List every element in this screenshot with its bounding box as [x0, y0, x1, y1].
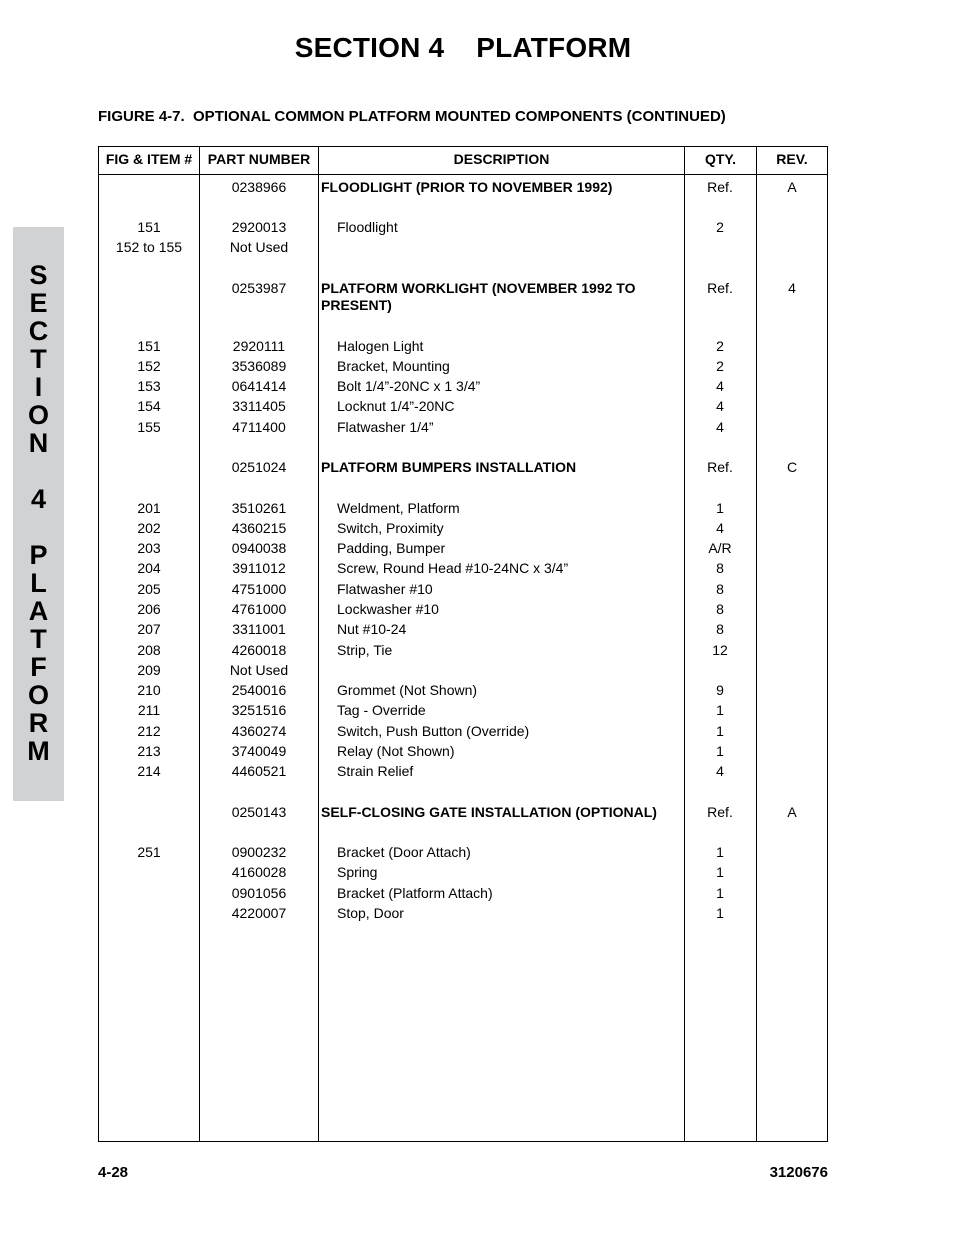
cell-fig-item: 152: [137, 358, 161, 374]
cell-qty: 1: [716, 885, 724, 901]
cell-part-number: 4160028: [231, 864, 287, 880]
section-side-tab: [13, 227, 64, 801]
cell-description: PLATFORM BUMPERS INSTALLATION: [321, 459, 577, 475]
cell-qty: Ref.: [707, 804, 733, 820]
cell-qty: 12: [712, 642, 728, 658]
side-tab-letter: T: [30, 624, 47, 654]
cell-fig-item: 151: [137, 219, 161, 235]
table-row: [99, 863, 829, 883]
cell-part-number: 3536089: [231, 358, 287, 374]
table-row: [99, 803, 829, 823]
header-fig-item: FIG & ITEM #: [105, 151, 193, 167]
cell-qty: 9: [716, 682, 724, 698]
cell-rev: 4: [788, 280, 796, 296]
side-tab-letter: L: [30, 568, 47, 598]
header-part-number: PART NUMBER: [207, 151, 311, 167]
cell-description: Nut #10-24: [337, 621, 407, 637]
cell-part-number: 2540016: [231, 682, 287, 698]
cell-qty: 1: [716, 743, 724, 759]
cell-qty: 4: [716, 378, 724, 394]
cell-fig-item: 201: [137, 500, 161, 516]
cell-description: Stop, Door: [337, 905, 404, 921]
side-tab-letter: T: [30, 344, 47, 374]
cell-part-number: 3311405: [232, 398, 286, 414]
cell-description: Bracket (Door Attach): [337, 844, 471, 860]
side-tab-letter: 4: [30, 484, 47, 514]
cell-part-number: 2920111: [232, 338, 286, 354]
cell-rev: A: [787, 179, 797, 195]
cell-fig-item: 211: [137, 702, 161, 718]
cell-fig-item: 153: [137, 378, 161, 394]
cell-qty: 1: [716, 905, 724, 921]
cell-part-number: 4220007: [231, 905, 287, 921]
cell-fig-item: 210: [137, 682, 161, 698]
side-tab-letter: R: [28, 708, 49, 738]
cell-part-number: 0641414: [231, 378, 287, 394]
cell-part-number: Not Used: [229, 662, 289, 678]
table-row: [99, 742, 829, 762]
cell-qty: 8: [716, 581, 724, 597]
side-tab-letter: M: [27, 736, 50, 766]
table-row: [99, 600, 829, 620]
cell-qty: 8: [716, 560, 724, 576]
side-tab-letter: C: [28, 316, 49, 346]
cell-qty: 1: [716, 500, 724, 516]
cell-part-number: 3510261: [231, 500, 287, 516]
table-row: [99, 620, 829, 640]
cell-part-number: 0253987: [231, 280, 287, 296]
side-tab-letter: S: [29, 260, 48, 290]
cell-description: PLATFORM WORKLIGHT (NOVEMBER 1992 TO: [321, 280, 636, 296]
cell-qty: 2: [716, 358, 724, 374]
cell-part-number: 0901056: [231, 885, 287, 901]
cell-part-number: 4360274: [231, 723, 287, 739]
cell-fig-item: 202: [137, 520, 161, 536]
table-row: [99, 337, 829, 357]
side-tab-letter: P: [29, 540, 48, 570]
cell-fig-item: 203: [137, 540, 161, 556]
cell-qty: 4: [716, 763, 724, 779]
cell-description: Floodlight: [337, 219, 398, 235]
section-title: SECTION 4 PLATFORM: [294, 32, 632, 63]
side-tab-letter: O: [27, 680, 49, 710]
header-divider: [99, 174, 827, 175]
cell-qty: 2: [716, 219, 724, 235]
cell-description: Flatwasher 1/4”: [337, 419, 434, 435]
table-row: [99, 722, 829, 742]
cell-fig-item: 206: [137, 601, 161, 617]
cell-description: Bracket, Mounting: [337, 358, 450, 374]
cell-part-number: 0940038: [231, 540, 287, 556]
cell-part-number: 2920013: [231, 219, 287, 235]
figure-title: FIGURE 4-7. OPTIONAL COMMON PLATFORM MOUNTED COMPONENTS (CONTINUED): [98, 108, 726, 125]
cell-part-number: 4460521: [231, 763, 287, 779]
cell-fig-item: 212: [137, 723, 161, 739]
side-tab-letter: N: [28, 428, 49, 458]
table-row: [99, 681, 829, 701]
cell-description: Switch, Push Button (Override): [337, 723, 530, 739]
cell-description: SELF-CLOSING GATE INSTALLATION (OPTIONAL): [321, 804, 657, 820]
side-tab-letter: E: [29, 288, 48, 318]
cell-part-number: 0251024: [231, 459, 287, 475]
table-row: [99, 641, 829, 661]
cell-part-number: 3740049: [231, 743, 287, 759]
table-row: [99, 701, 829, 721]
side-tab-letter: O: [27, 400, 49, 430]
table-row: [99, 238, 829, 258]
cell-part-number: 3251516: [231, 702, 287, 718]
cell-qty: 1: [716, 844, 724, 860]
cell-description: Bracket (Platform Attach): [337, 885, 493, 901]
table-row: [99, 296, 829, 316]
cell-rev: C: [786, 459, 798, 475]
cell-qty: 1: [716, 702, 724, 718]
table-row: [99, 661, 829, 681]
cell-fig-item: 213: [137, 743, 161, 759]
cell-part-number: 3911012: [232, 560, 286, 576]
parts-table: [98, 146, 828, 1142]
cell-fig-item: 209: [137, 662, 161, 678]
cell-description: Switch, Proximity: [337, 520, 444, 536]
cell-fig-item: 205: [137, 581, 161, 597]
cell-description: Screw, Round Head #10-24NC x 3/4”: [337, 560, 569, 576]
side-tab-letter: A: [28, 596, 49, 626]
table-row: [99, 499, 829, 519]
cell-qty: 8: [716, 601, 724, 617]
cell-description: Relay (Not Shown): [337, 743, 455, 759]
cell-description: Spring: [337, 864, 378, 880]
cell-qty: 4: [716, 398, 724, 414]
cell-fig-item: 154: [137, 398, 161, 414]
side-tab-letter: F: [30, 652, 47, 682]
cell-description: Strain Relief: [337, 763, 414, 779]
cell-qty: 4: [716, 419, 724, 435]
cell-fig-item: 251: [137, 844, 161, 860]
header-description: DESCRIPTION: [453, 151, 550, 167]
table-row: [99, 843, 829, 863]
cell-qty: 4: [716, 520, 724, 536]
cell-part-number: 4761000: [231, 601, 287, 617]
cell-description: PRESENT): [321, 297, 392, 313]
cell-qty: Ref.: [707, 280, 733, 296]
cell-part-number: 0900232: [231, 844, 287, 860]
cell-description: Locknut 1/4”-20NC: [337, 398, 455, 414]
header-rev: REV.: [776, 151, 808, 167]
cell-qty: 1: [716, 723, 724, 739]
cell-part-number: Not Used: [229, 239, 289, 255]
cell-description: Flatwasher #10: [337, 581, 433, 597]
cell-fig-item: 214: [137, 763, 161, 779]
cell-part-number: 4751000: [231, 581, 287, 597]
table-row: [99, 559, 829, 579]
cell-description: Tag - Override: [337, 702, 426, 718]
table-row: [99, 904, 829, 924]
cell-description: Halogen Light: [337, 338, 424, 354]
cell-qty: 2: [716, 338, 724, 354]
cell-fig-item: 204: [137, 560, 161, 576]
table-row: [99, 357, 829, 377]
table-row: [99, 218, 829, 238]
cell-fig-item: 152 to 155: [115, 239, 183, 255]
side-tab-letters: [13, 261, 64, 765]
cell-description: Strip, Tie: [337, 642, 393, 658]
cell-qty: 1: [716, 864, 724, 880]
cell-part-number: 0238966: [231, 179, 287, 195]
table-row: [99, 458, 829, 478]
table-row: [99, 377, 829, 397]
cell-qty: 8: [716, 621, 724, 637]
table-row: [99, 762, 829, 782]
cell-qty: Ref.: [707, 179, 733, 195]
cell-rev: A: [787, 804, 797, 820]
table-row: [99, 580, 829, 600]
table-row: [99, 418, 829, 438]
cell-description: Padding, Bumper: [337, 540, 446, 556]
cell-fig-item: 207: [137, 621, 161, 637]
cell-description: Lockwasher #10: [337, 601, 439, 617]
table-row: [99, 539, 829, 559]
cell-description: Bolt 1/4”-20NC x 1 3/4”: [337, 378, 481, 394]
cell-fig-item: 151: [137, 338, 161, 354]
table-row: [99, 884, 829, 904]
cell-description: Grommet (Not Shown): [337, 682, 478, 698]
document-number: 3120676: [769, 1164, 828, 1181]
cell-part-number: 3311001: [232, 621, 286, 637]
cell-part-number: 4711400: [232, 419, 286, 435]
cell-qty: A/R: [708, 540, 732, 556]
cell-description: Weldment, Platform: [337, 500, 460, 516]
cell-description: FLOODLIGHT (PRIOR TO NOVEMBER 1992): [321, 179, 613, 195]
side-tab-letter: I: [34, 372, 43, 402]
cell-fig-item: 155: [137, 419, 161, 435]
table-row: [99, 519, 829, 539]
cell-fig-item: 208: [137, 642, 161, 658]
header-qty: QTY.: [704, 151, 737, 167]
cell-part-number: 0250143: [231, 804, 287, 820]
cell-qty: Ref.: [707, 459, 733, 475]
page-number: 4-28: [98, 1164, 129, 1181]
table-row: [99, 178, 829, 198]
table-row: [99, 397, 829, 417]
cell-part-number: 4260018: [231, 642, 287, 658]
cell-part-number: 4360215: [231, 520, 287, 536]
